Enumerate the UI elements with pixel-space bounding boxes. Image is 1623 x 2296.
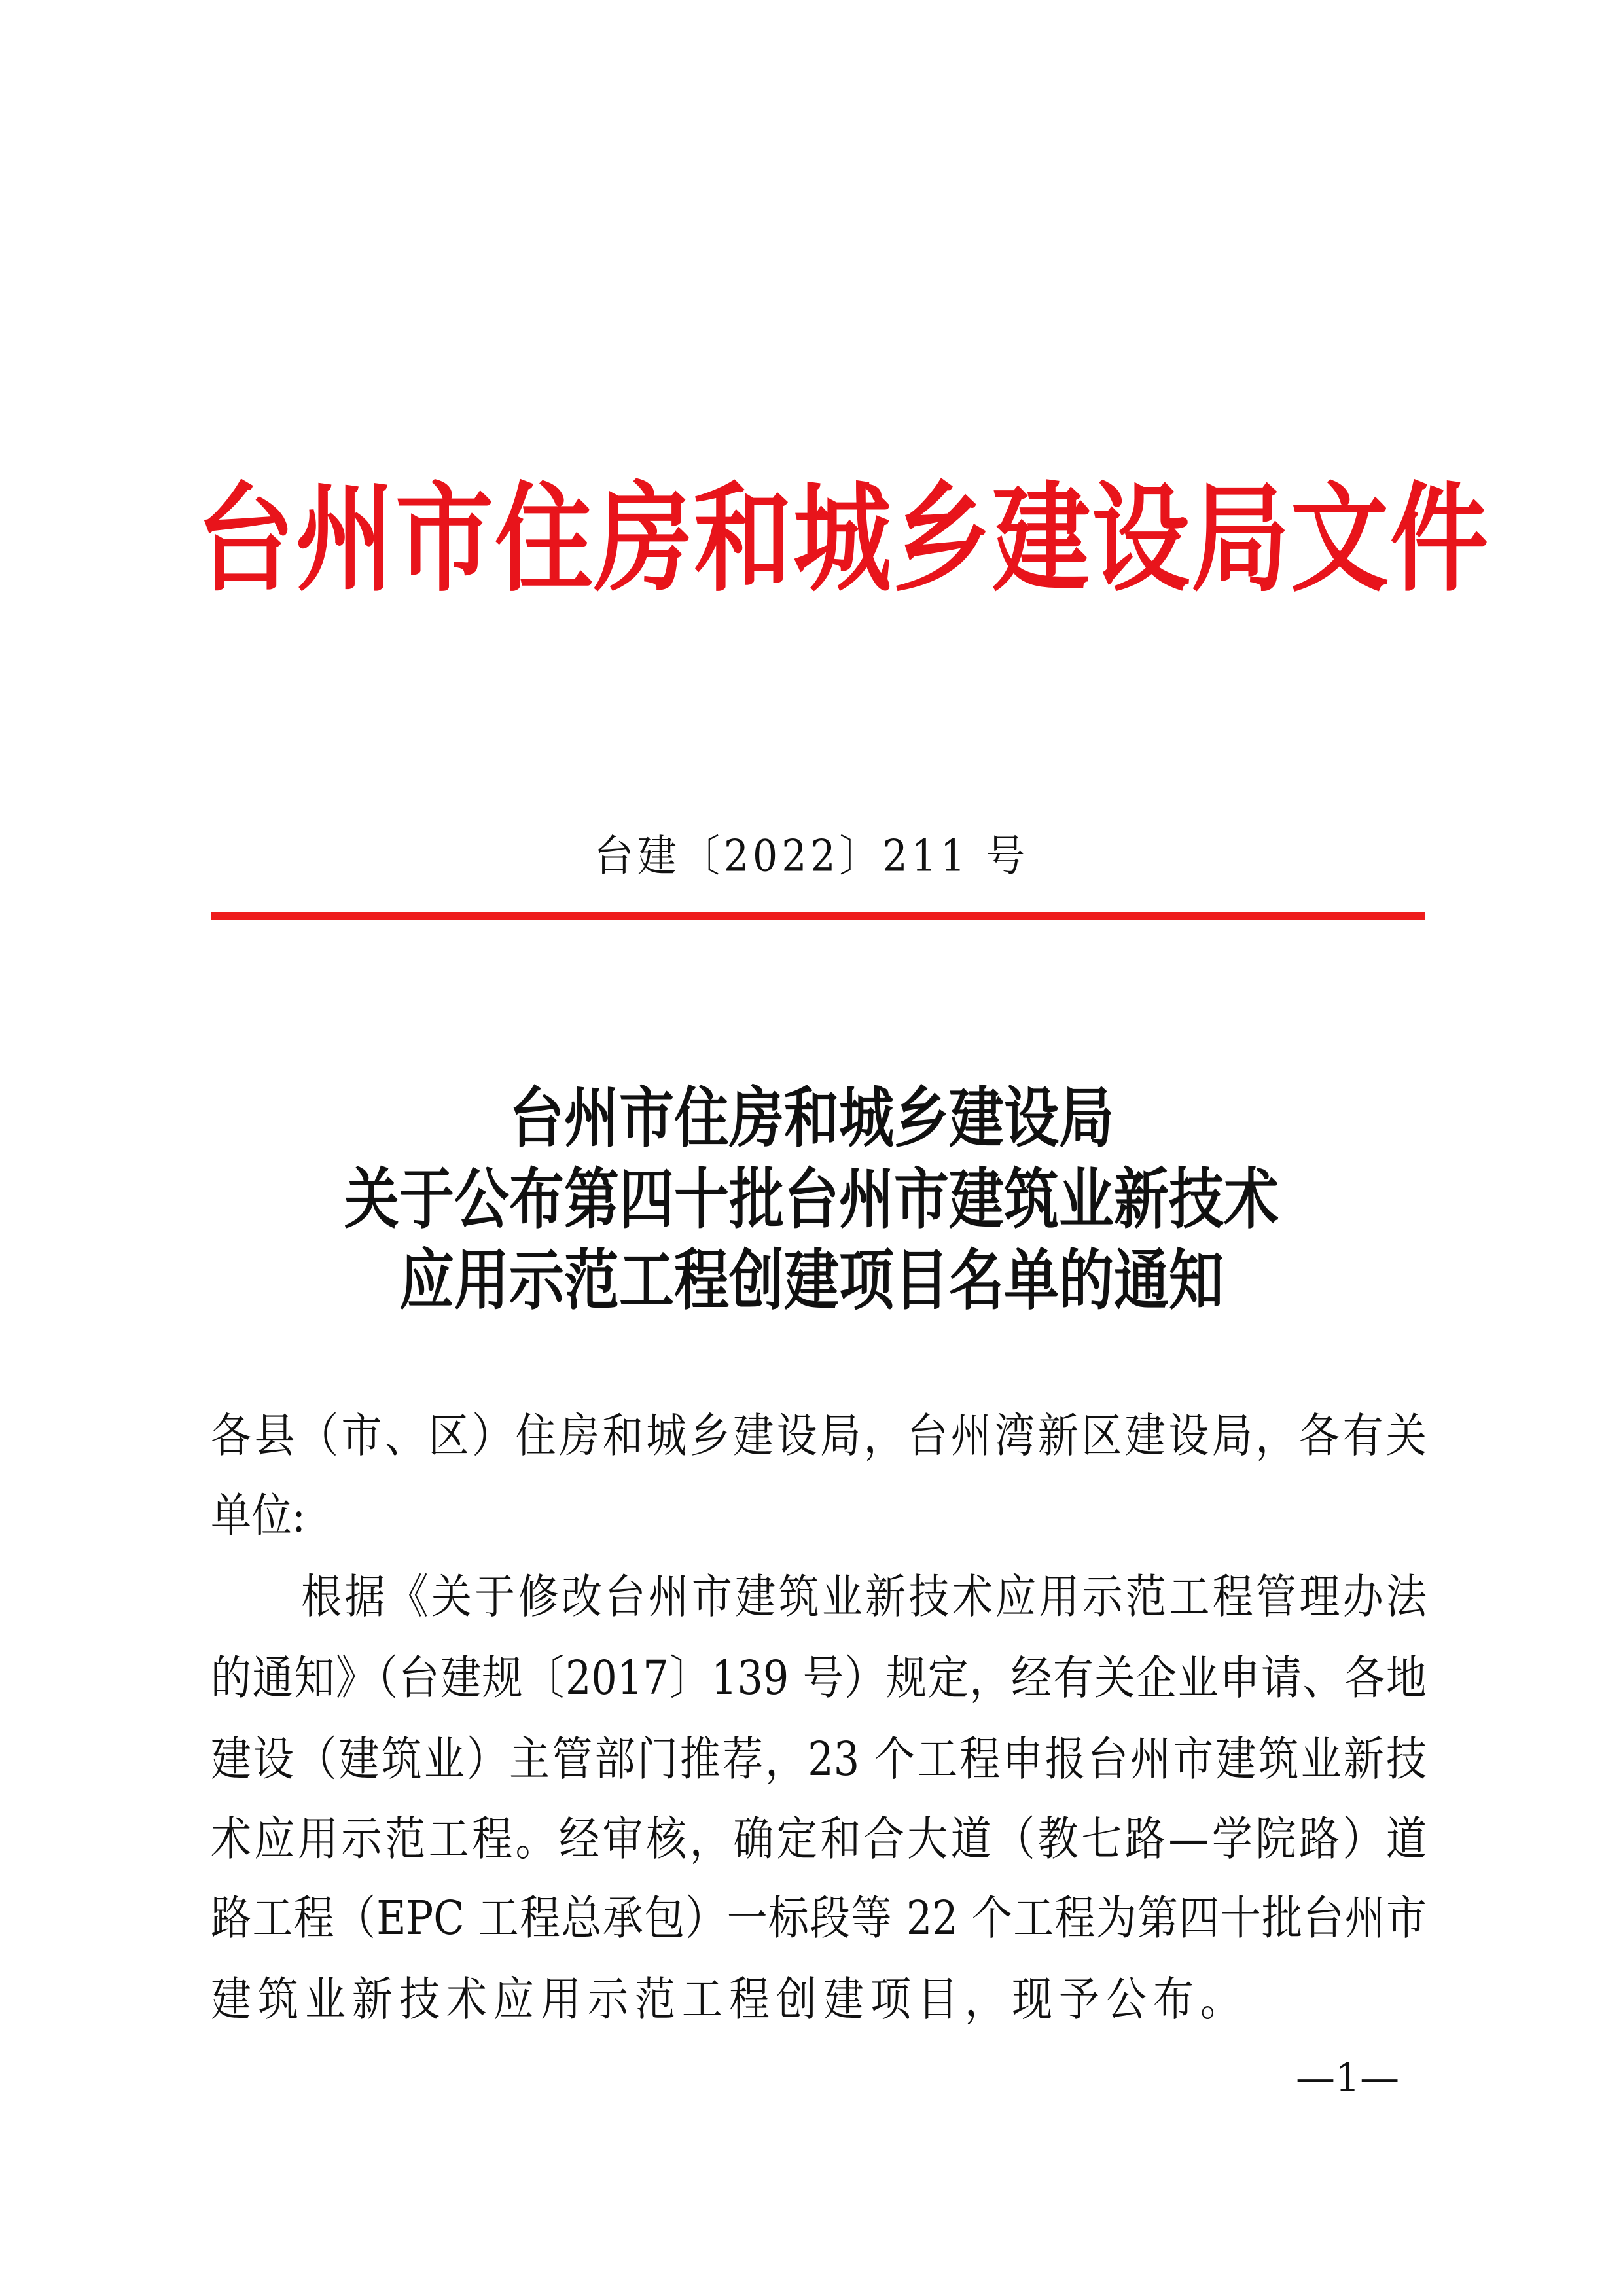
masthead-title: 台州市住房和城乡建设局文件 xyxy=(196,470,1490,609)
red-divider xyxy=(211,912,1425,920)
body-line-1: 根据《关于修改台州市建筑业新技术应用示范工程管理办法 xyxy=(301,1569,1427,1624)
document-number: 台建〔2022〕211 号 xyxy=(594,831,1029,882)
body-line-5: 路工程（EPC 工程总承包）一标段等 22 个工程为第四十批台州市 xyxy=(211,1890,1427,1946)
salutation-line-1: 各县（市、区）住房和城乡建设局，台州湾新区建设局，各有关 xyxy=(211,1408,1427,1463)
salutation-line-2: 单位: xyxy=(211,1488,306,1543)
body-line-6: 建筑业新技术应用示范工程创建项目，现予公布。 xyxy=(211,1971,1248,2027)
title-line-3: 应用示范工程创建项目名单的通知 xyxy=(399,1241,1224,1319)
page-number: —1— xyxy=(1296,2055,1400,2101)
body-line-2: 的通知》（台建规〔2017〕139 号）规定，经有关企业申请、各地 xyxy=(211,1650,1427,1706)
title-line-2: 关于公布第四十批台州市建筑业新技术 xyxy=(344,1160,1279,1238)
body-line-4: 术应用示范工程。经审核，确定和合大道（教七路—学院路）道 xyxy=(211,1811,1427,1867)
body-line-3: 建设（建筑业）主管部门推荐，23 个工程申报台州市建筑业新技 xyxy=(211,1731,1427,1787)
title-line-1: 台州市住房和城乡建设局 xyxy=(508,1079,1114,1157)
